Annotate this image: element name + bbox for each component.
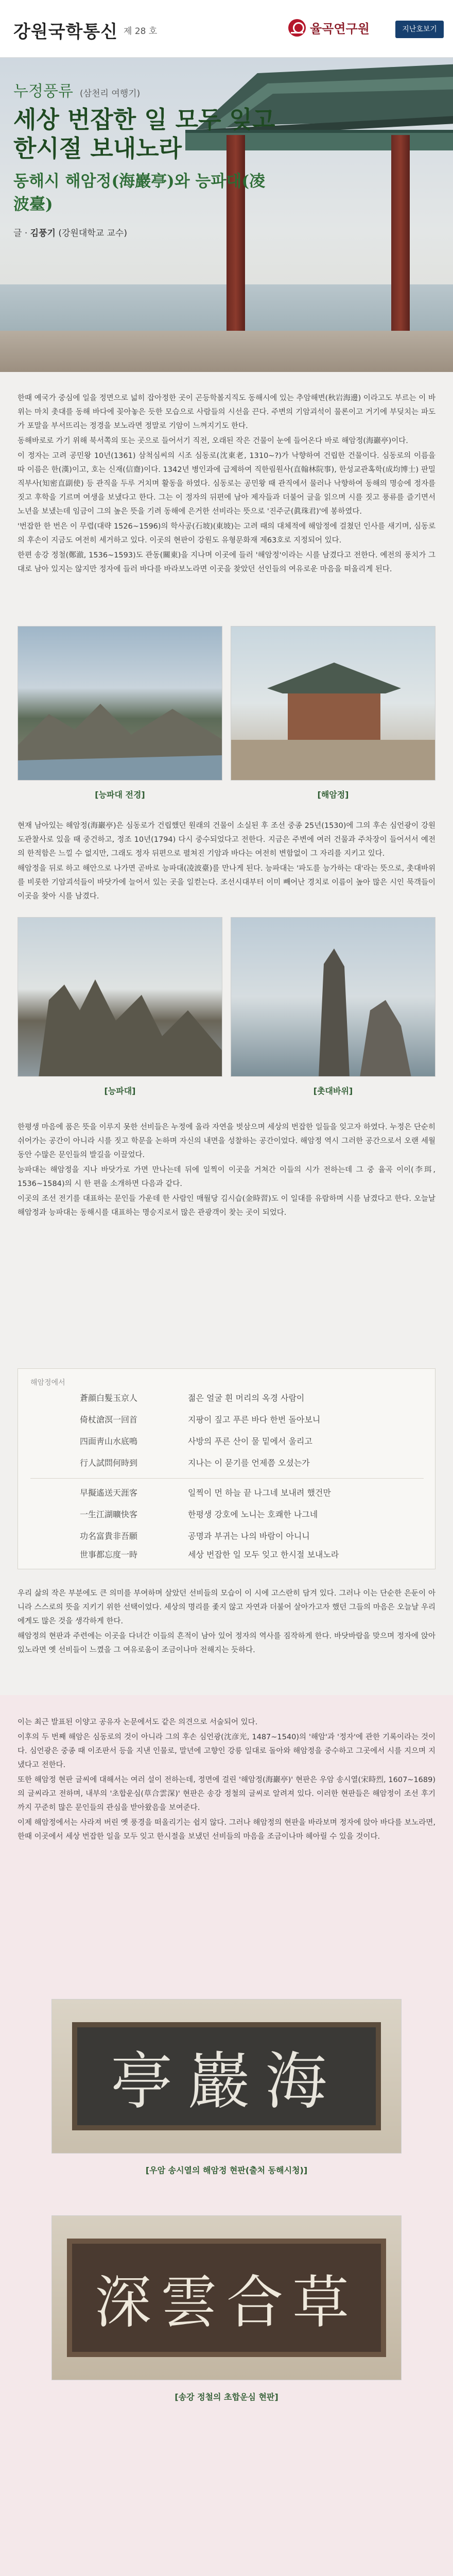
paragraph: 또한 해암정 현판 글씨에 대해서는 여러 설이 전하는데, 정면에 걸린 '해암정(海巖亭)' 현판은 우암 송시열(宋時烈, 1607~1689)의 글씨라고 전하며, 내부의 '초합운심(草合雲深)' 현판은 송강 정철의 글씨로 알려져 있다. 이러한 현판들은 해암정이 조선 후기까지 꾸준히 많은 문인들의 관심을 받아왔음을 보여준다.	[18, 1776, 435, 1812]
poem-title: 해암정에서	[30, 1379, 65, 1387]
after-poem-text	[18, 1587, 435, 1657]
paragraph: 한평생 마음에 품은 뜻을 이루지 못한 선비들은 누정에 올라 자연을 벗삼으며 세상의 번잡한 일들을 잊고자 하였다. 누정은 단순히 쉬어가는 공간이 아니라 시를 짓고 학문을 논하며 자신의 내면을 성찰하는 공간이었다. 해암정 역시 그러한 공간으로서 오랜 세월 동안 수많은 문인들의 발길을 이끌었다.	[18, 1123, 435, 1159]
poem-hanja: 功名富貴非吾願	[80, 1531, 138, 1541]
rock-formation-icon	[18, 918, 222, 1077]
past-issues-button[interactable]: 지난호보기	[395, 21, 444, 38]
candlestick-rock-icon	[231, 918, 435, 1077]
poem-line	[18, 1392, 435, 1415]
paragraph: 해암정을 뒤로 하고 해안으로 나가면 곧바로 능파대(凌波臺)를 만나게 된다. 능파대는 '파도를 능가하는 대'라는 뜻으로, 촛대바위를 비롯한 기암괴석들이 바닷가에 늘어서 있는 곳을 일컫는다. 조선시대부터 이미 빼어난 경치로 이름이 높아 많은 시인 묵객들이 이곳을 찾아 시를 남겼다.	[18, 865, 435, 901]
poem-korean: 지나는 이 묻기를 언제쯤 오셨는가	[188, 1458, 310, 1468]
paragraph: 이후의 두 번째 해암은 심동로의 것이 아니라 그의 후손 심언광(沈彦光, 1487~1540)의 '해암'과 '정자'에 관한 기록이라는 것이다. 심언광은 중종 때 이조판서 등을 지낸 인물로, 말년에 고향인 강릉 일대로 돌아와 해암정을 중수하고 그곳에서 시를 지으며 지냈다고 전한다.	[18, 1733, 435, 1769]
masthead	[0, 0, 453, 58]
poem-korean: 젊은 얼굴 흰 머리의 옥경 사람이	[188, 1393, 305, 1403]
photo-chotdae-rock	[231, 917, 435, 1077]
hero-banner	[0, 58, 453, 372]
issue-number: 제 28 호	[124, 26, 158, 37]
poem-line	[18, 1508, 435, 1532]
poem-line	[18, 1456, 435, 1480]
poem-hanja: 行人試問何時到	[80, 1458, 138, 1468]
poem-korean: 한평생 강호에 노니는 호쾌한 나그네	[188, 1510, 318, 1519]
plaque-board	[72, 2022, 381, 2130]
poem-line	[18, 1548, 435, 1572]
paragraph: 해암정의 현판과 주련에는 이곳을 다녀간 이들의 흔적이 남아 있어 정자의 역사를 짐작하게 한다. 바닷바람을 맞으며 정자에 앉아 있노라면 옛 선비들이 느꼈을 그 여유로움이 조금이나마 전해지는 듯하다.	[18, 1632, 435, 1654]
photo-neungpadae	[18, 917, 222, 1077]
poem-hanja: 倚杖滄溟一回首	[80, 1415, 138, 1425]
poem-intro-text	[18, 1121, 435, 1220]
paragraph: 한때 예국가 중심에 일을 정면으로 넓히 잡아정한 곳이 곤등학볼지직도 동해시에 있는 추암해변(秋岩海邊) 이라고도 부르는 이 바위는 마치 촛대를 동해 바다에 꽂아놓은 듯한 모습으로 사람들의 시선을 끈다. 주변의 기암괴석이 물론이고 거기에 부딪치는 파도가 포말을 부서뜨리는 정경을 보노라면 정말로 기암이 느껴지기도 한다.	[18, 394, 435, 430]
paragraph: 우리 삶의 작은 부분에도 큰 의미를 부여하며 살았던 선비들의 모습이 이 시에 고스란히 담겨 있다. 그러나 이는 단순한 은둔이 아니라 스스로의 뜻을 지키기 위한 선택이었다. 세상의 명리를 좇지 않고 자연과 더불어 살아가고자 했던 그들의 마음은 오늘날 우리에게도 많은 것을 생각하게 한다.	[18, 1589, 435, 1625]
institute-logo-icon	[288, 19, 306, 37]
subheadline: 동해시 해암정(海巖亭)와 능파대(凌波臺)	[13, 172, 266, 214]
poem-korean: 사방의 푸른 산이 물 밑에서 울리고	[188, 1436, 312, 1446]
paragraph: '번잡한 한 번은 이 무렵(대략 1526~1596)의 학사공(石坡)(東坡)는 고려 때의 대체적에 해암정에 걸쳤던 인사를 새기며, 심동로의 후손이 지금도 여전히 세거하고 있다. 이곳의 현판이 강원도 유형문화재 제63호로 지정되어 있다.	[18, 522, 435, 545]
poem-korean: 지팡이 짚고 푸른 바다 한번 돌아보니	[188, 1415, 321, 1425]
poem-box	[18, 1368, 435, 1569]
poem-hanja: 四面靑山水底鳴	[80, 1436, 138, 1446]
photo-chohap-plaque	[51, 2215, 402, 2380]
poem-korean: 공명과 부귀는 나의 바람이 아니니	[188, 1531, 310, 1541]
poem-divider	[30, 1478, 424, 1479]
byline-prefix: 글	[13, 228, 22, 239]
poem-hanja: 早擬遙送天涯客	[80, 1488, 138, 1498]
lower-text	[18, 1716, 435, 1844]
institute-logo[interactable]	[288, 19, 370, 37]
paragraph: 이곳의 조선 전기를 대표하는 문인들 가운데 한 사람인 매월당 김시습(金時習)도 이 일대를 유람하며 시를 남겼다고 한다. 오늘날 해암정과 능파대는 동해시를 대표하는 명승지로서 많은 관광객이 찾는 곳이 되었다.	[18, 1195, 435, 1217]
paragraph: 이 정자는 고려 공민왕 10년(1361) 삼척심씨의 시조 심동로(沈東老, 1310~?)가 낙향하여 건립한 건물이다. 심동로의 이름을 따 이름은 한(漢)이고, 호는 신재(信齋)이다. 1342년 병인과에 급제하여 직한림원사(直翰林院事), 한성교관혹학(成均博士) 판밀직부사(知密直副使) 등 관직을 두루 거치며 활동을 하였다. 심동로는 공민왕 때 관직에서 물러나 낙향하여 동해의 명승에 정자를 짓고 후학을 기르며 여생을 보냈다고 한다. 그는 이 정자의 뒤편에 남아 제자들과 더불어 글을 읽으며 시를 짓고 풍류를 즐기면서 노년을 보냈는데 임금이 그의 높은 뜻을 기려 동해에 은거한 선비라는 뜻으로 '진주군(眞珠君)'에 봉하였다.	[18, 452, 435, 516]
photo-neungpadae-overview	[18, 626, 222, 781]
poem-line	[18, 1413, 435, 1437]
institute-logo-text: 율곡연구원	[310, 21, 370, 36]
paragraph: 이제 해암정에서는 사라져 버린 옛 풍경을 떠올리기는 쉽지 않다. 그러나 해암정의 현판을 바라보며 정자에 앉아 바다를 보노라면, 한때 이곳에서 세상 번잡한 일을 모두 잊고 한시절을 보냈던 선비들의 마음을 조금이나마 헤아릴 수 있을 것이다.	[18, 1819, 435, 1841]
photo-haeamjeong	[231, 626, 435, 781]
poem-line	[18, 1486, 435, 1510]
headline-line-1: 세상 번잡한 일 모두 잊고	[13, 106, 275, 133]
pavilion-icon	[231, 626, 435, 781]
author-affiliation: (강원대학교 교수)	[58, 228, 127, 239]
author-name: 김풍기	[30, 228, 56, 239]
pavilion-floor	[0, 331, 453, 372]
photo-haeamjeong-plaque	[51, 1999, 402, 2154]
caption: [우암 송시열의 해암정 현판(출처 동해시청)]	[145, 2165, 308, 2175]
paragraph: 현재 남아있는 해암정(海巖亭)은 심동로가 건립했던 원래의 건물이 소실된 후 조선 중종 25년(1530)에 그의 후손 심언광이 강원도관찰사로 있을 때 중건하고, 정조 10년(1794) 다시 중수되었다고 전한다. 지금은 주변에 여러 건물과 주차장이 들어서서 예전의 한적함은 느낄 수 없지만, 그래도 정자 뒤편으로 펼쳐진 기암과 바다는 여전히 변함없이 그 자리를 지키고 있다.	[18, 822, 435, 858]
poem-hanja: 世事都忘度一時	[80, 1550, 138, 1560]
poem-hanja: 一生江湖曠快客	[80, 1510, 138, 1519]
caption: [촛대바위]	[313, 1086, 353, 1096]
paragraph: 한편 송강 정철(鄭澈, 1536~1593)도 관동(關東)을 지나며 이곳에 들러 '해암정'이라는 시를 남겼다고 전한다. 예전의 풍치가 그대로 남아 있지는 않지만 정자에 들러 바다를 바라보노라면 이곳을 찾았던 선인들의 여유로운 마음을 떠올리게 된다.	[18, 551, 435, 573]
headline-line-2: 한시절 보내노라	[13, 134, 182, 162]
caption: [능파대 전경]	[95, 790, 145, 800]
column-name: 누정풍류	[13, 82, 73, 100]
column-subtitle: (삼천리 여행기)	[80, 89, 141, 99]
caption: [해암정]	[317, 790, 349, 800]
poem-line	[18, 1435, 435, 1459]
intro-text	[18, 392, 435, 577]
rock-formation-icon	[18, 626, 222, 781]
paragraph: 능파대는 해암정을 지나 바닷가로 가면 만나는데 뒤에 일찍이 이곳을 거쳐간 이들의 시가 전하는데 그 중 율곡 이이(李珥, 1536~1584)의 시 한 편을 소개하면 다음과 같다.	[18, 1166, 435, 1188]
newsletter-title: 강원국학통신	[13, 22, 118, 42]
headline	[13, 105, 281, 163]
paragraph: 이는 최근 발표된 이양고 공유자 논문에서도 같은 의견으로 서술되어 있다.	[18, 1718, 258, 1726]
poem-korean: 일찍이 먼 하늘 끝 나그네 보내려 했건만	[188, 1488, 331, 1498]
middle-text	[18, 819, 435, 904]
paragraph: 동해바로로 가기 위해 북서쪽의 또는 곳으로 들어서기 직전, 오래된 작은 건물이 눈에 들어온다 바로 해암정(海巖亭)이다.	[18, 437, 408, 445]
plaque-calligraphy: 亭巖海	[111, 2046, 342, 2117]
poem-korean: 세상 번잡한 일 모두 잊고 한시절 보내노라	[188, 1550, 339, 1560]
poem-hanja: 蒼顔白髮玉京人	[80, 1393, 138, 1403]
plaque-board	[67, 2239, 386, 2357]
plaque-calligraphy: 深雲合草	[95, 2269, 358, 2335]
caption: [능파대]	[104, 1086, 136, 1096]
caption: [송강 정철의 초합운심 현판]	[175, 2392, 278, 2402]
byline: 글 · 김풍기 (강원대학교 교수)	[13, 228, 127, 239]
hero-text	[13, 78, 281, 239]
